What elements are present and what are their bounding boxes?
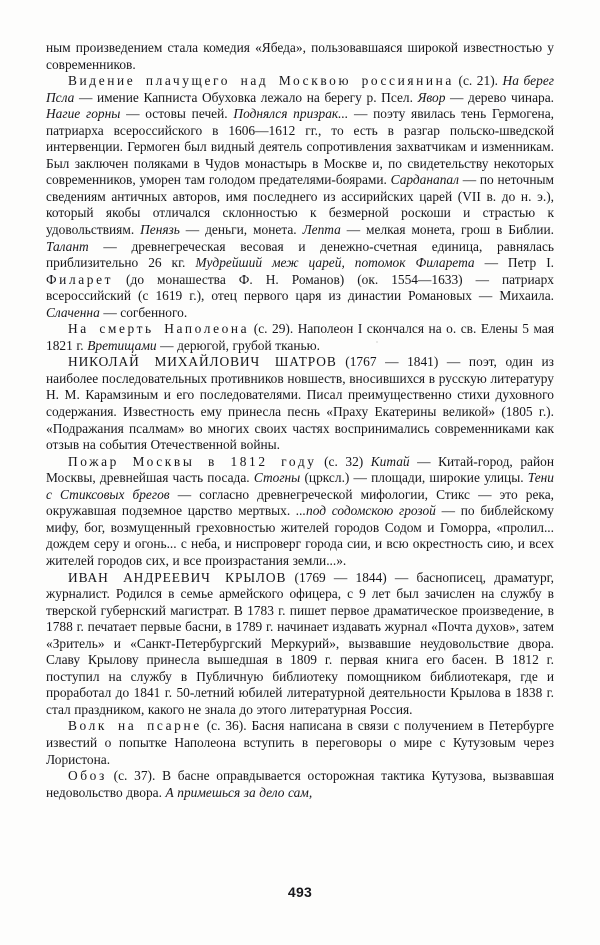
page-text-body xyxy=(46,40,554,801)
author-heading: НИКОЛАЙ МИХАЙЛОВИЧ ШАТРОВ xyxy=(68,354,337,370)
text-run: — по библейскому мифу, бог, возмущенный греховностью жителей городов Содом и Гоморра, «пролил... дождем серу и огонь... с неба, и ниспроверг города сии, и всю окрестность сию, и всех жителей городов сих, и все произрастания земли...». xyxy=(46,503,554,568)
glossed-term: Явор xyxy=(417,89,446,105)
glossed-term: Сарданапал xyxy=(390,172,459,188)
paragraph xyxy=(46,570,554,719)
text-run: (с. 37). В басне оправдывается осторожная тактика Кутузова, вызвавшая недовольство двора. xyxy=(46,768,554,800)
glossed-term: На берег Псла xyxy=(46,73,554,105)
work-title: Пожар Москвы в 1812 году xyxy=(68,453,317,469)
glossed-term: Тени с Стиксовых брегов xyxy=(46,470,554,502)
text-run: — имение Капниста Обуховка лежало на берегу р. Псел. xyxy=(74,89,418,105)
glossed-term: А примешься за дело сам, xyxy=(165,784,313,800)
text-run: — согласно древнегреческой мифологии, Стикс — это река, окружавшая подземное царство мертвых. xyxy=(46,486,555,519)
text-run: — древнегреческая весовая и денежно-счетная единица, равнялась приблизительно 26 кг. xyxy=(46,238,554,271)
author-heading: ИВАН АНДРЕЕВИЧ КРЫЛОВ xyxy=(68,569,287,585)
text-run: — деньги, монета. xyxy=(179,222,303,238)
paragraph xyxy=(46,768,554,801)
text-run: — мелкая монета, грош в Библии. xyxy=(340,222,554,238)
text-run: (с. 21). xyxy=(453,73,503,89)
text-run: (црксл.) — площади, широкие улицы. xyxy=(300,470,528,486)
paragraph xyxy=(46,321,554,354)
text-run: — Китай-город, район Москвы, древнейшая часть посада. xyxy=(46,453,554,486)
glossed-term: Стогны xyxy=(253,470,301,486)
work-title: Филарет xyxy=(46,271,114,287)
text-run: (1767 — 1841) — поэт, один из наиболее последовательных противников новшеств, вносившихся в русскую литературу Н. М. Карамзиным и его последователями. Писал преимущественно стихи духовного содержания. Известность ему принесла песнь «Праху Екатерины великой» (1805 г.). «Подражания псалмам» во многих своих частях воспринимались современниками как отзыв на события Отечественной войны. xyxy=(46,354,554,453)
work-title: На смерть Наполеона xyxy=(68,321,250,337)
glossed-term: Лепта xyxy=(302,222,341,238)
glossed-term: Пенязь xyxy=(140,222,180,238)
glossed-term: Китай xyxy=(370,453,410,469)
glossed-term: Слаченна xyxy=(46,304,100,320)
glossed-term: Вретищами xyxy=(87,337,157,353)
glossed-term: ...под содомскою грозой xyxy=(295,503,436,519)
text-run: — Петр I. xyxy=(474,255,555,271)
text-run: — дерево чинара. xyxy=(445,89,554,105)
work-title: Обоз xyxy=(68,768,107,784)
text-run: ным произведением стала комедия «Ябеда», пользовавшаяся широкой известностью у современников. xyxy=(46,40,554,72)
text-run: (с. 32) xyxy=(316,453,371,469)
text-run: — согбенного. xyxy=(99,304,188,320)
paragraph xyxy=(46,718,554,768)
text-run: (с. 29). Наполеон I скончался на о. св. Елены 5 мая 1821 г. xyxy=(46,321,554,353)
text-run: (с. 36). Басня написана в связи с получением в Петербурге известий о попытке Наполеона вступить в переговоры о мире с Кутузовым через Лористона. xyxy=(46,718,554,767)
glossed-term: Поднялся призрак... xyxy=(233,106,349,122)
text-run: — остовы печей. xyxy=(120,106,234,122)
work-title: Волк на псарне xyxy=(68,718,202,734)
paragraph xyxy=(46,354,554,453)
text-run: — дерюгой, грубой тканью. xyxy=(156,337,320,353)
work-title: Видение плачущего над Москвою россиянина xyxy=(68,73,454,89)
text-run: — поэту явилась тень Гермогена, патриарха всероссийского в 1606—1612 гг., то есть в разгар польско-шведской интервенции. Гермоген был видный деятель сопротивления захватчикам и изменникам. Был заключен поляками в Чудов монастырь в Москве и, по свидетельству некоторых современников, уморен там голодом предателями-боярами. xyxy=(46,106,554,188)
paragraph xyxy=(46,454,554,570)
text-run: (1769 — 1844) — баснописец, драматург, журналист. Родился в семье армейского офицера, с 9 лет был зачислен на службу в тверской губернский магистрат. В 1783 г. пишет первое драматическое произведение, в 1788 г. печатает первые басни, в 1789 г. начинает издавать журнал «Почта духов», затем «Зритель» и «Санкт-Петербургский Меркурий», вызвавшие неудовольствие двора. Славу Крылову принесла вышедшая в 1809 г. первая книга его басен. В 1812 г. поступил на службу в Публичную библиотеку помощником библиотекаря, где и проработал до 1841 г. 50-летний юбилей литературной деятельности Крылова в 1838 г. стал праздником, какого не знала до этого литературная Россия. xyxy=(46,569,554,717)
paragraph xyxy=(46,73,554,321)
glossed-term: Талант xyxy=(46,238,89,254)
glossed-term: Мудрейший меж царей, потомок Филарета xyxy=(195,255,475,271)
text-run: (до монашества Ф. Н. Романов) (ок. 1554—1633) — патриарх всероссийский (с 1619 г.), отец первого царя из династии Романовых — Михаила. xyxy=(46,271,554,304)
glossed-term: Нагие горны xyxy=(46,106,121,122)
text-run: — по неточным сведениям античных авторов, имя последнего из ассирийских царей (VII в. до н. э.), который якобы отличался склонностью к безмерной роскоши и страстью к удовольствиям. xyxy=(46,172,555,238)
page-number: 493 xyxy=(287,884,313,900)
paragraph xyxy=(46,40,554,73)
